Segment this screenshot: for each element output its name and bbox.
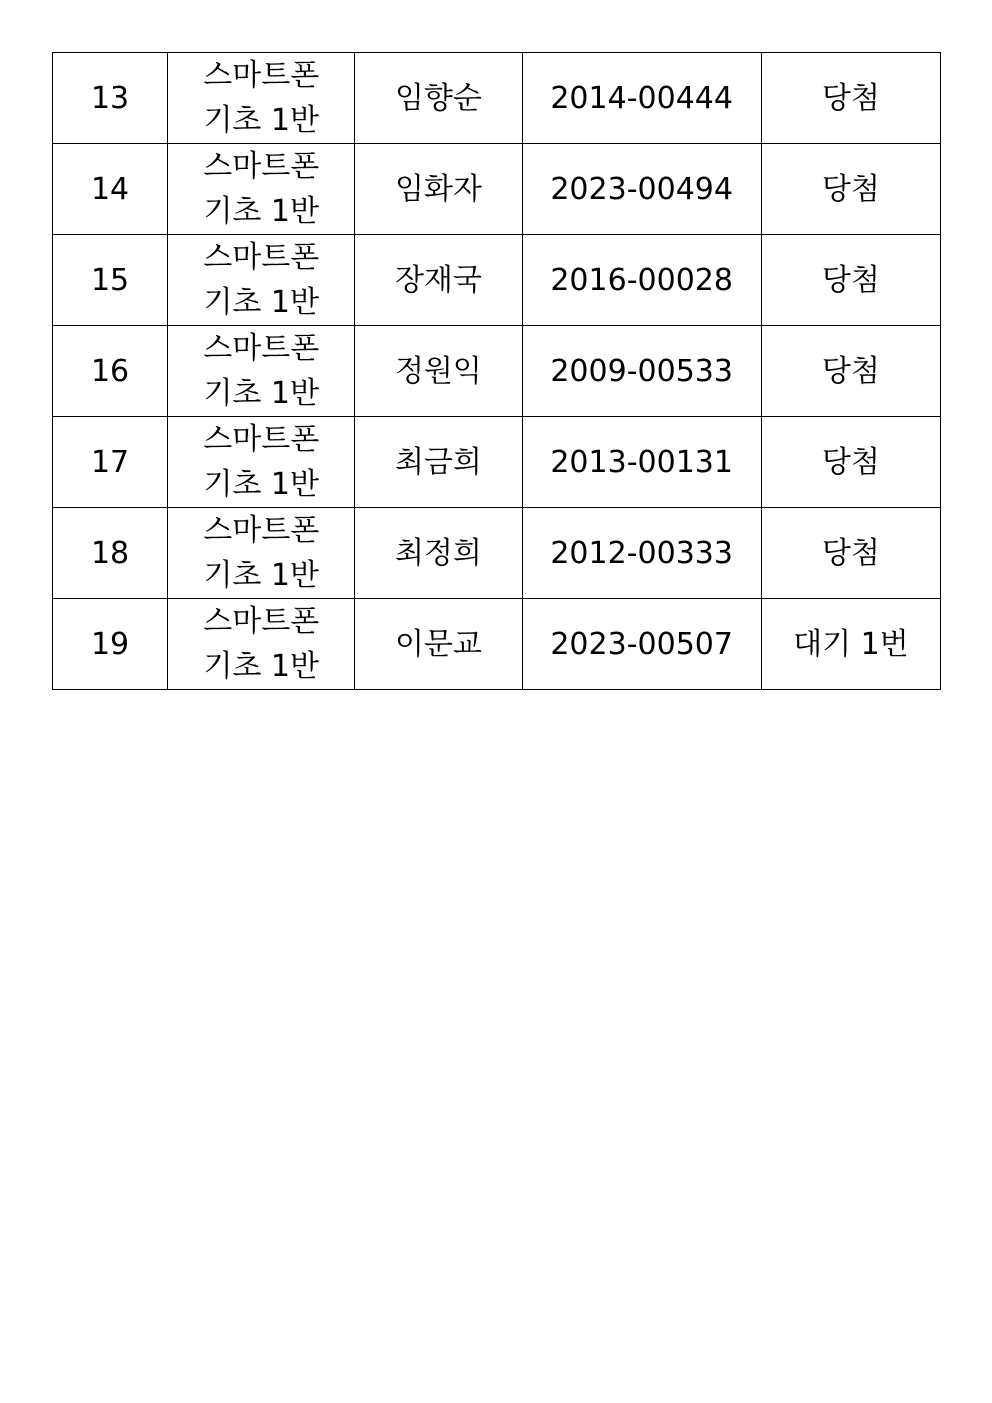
course-class-line: 기초 1반 (203, 194, 320, 229)
table-row (53, 417, 941, 508)
member-id-cell: 2009-00533 (522, 326, 761, 417)
course-class-line: 기초 1반 (203, 558, 320, 593)
row-number-cell: 19 (53, 599, 168, 690)
member-id-cell: 2012-00333 (522, 508, 761, 599)
result-cell: 당첨 (761, 53, 940, 144)
course-name-line: 스마트폰 (203, 422, 320, 457)
member-id-cell: 2023-00507 (522, 599, 761, 690)
course-cell (168, 599, 355, 690)
course-name-line: 스마트폰 (203, 331, 320, 366)
row-number-cell: 17 (53, 417, 168, 508)
member-id-cell: 2016-00028 (522, 235, 761, 326)
table-row (53, 508, 941, 599)
course-cell (168, 508, 355, 599)
result-cell: 당첨 (761, 417, 940, 508)
applicant-name-cell: 장재국 (355, 235, 522, 326)
course-class-line: 기초 1반 (203, 649, 320, 684)
course-class-line: 기초 1반 (203, 467, 320, 502)
applicant-name-cell: 최금희 (355, 417, 522, 508)
table-row (53, 235, 941, 326)
row-number-cell: 15 (53, 235, 168, 326)
course-cell (168, 417, 355, 508)
applicant-name-cell: 정원익 (355, 326, 522, 417)
course-class-line: 기초 1반 (203, 376, 320, 411)
applicant-name-cell: 임향순 (355, 53, 522, 144)
applicant-name-cell: 임화자 (355, 144, 522, 235)
course-name-line: 스마트폰 (203, 149, 320, 184)
result-cell: 당첨 (761, 144, 940, 235)
member-id-cell: 2013-00131 (522, 417, 761, 508)
applicant-name-cell: 최정희 (355, 508, 522, 599)
table-row (53, 326, 941, 417)
table-row (53, 53, 941, 144)
course-name-line: 스마트폰 (203, 58, 320, 93)
course-name-line: 스마트폰 (203, 604, 320, 639)
course-cell (168, 53, 355, 144)
row-number-cell: 16 (53, 326, 168, 417)
row-number-cell: 13 (53, 53, 168, 144)
course-name-line: 스마트폰 (203, 513, 320, 548)
course-name-line: 스마트폰 (203, 240, 320, 275)
course-cell (168, 326, 355, 417)
result-cell: 당첨 (761, 326, 940, 417)
course-class-line: 기초 1반 (203, 103, 320, 138)
table-row (53, 599, 941, 690)
course-cell (168, 144, 355, 235)
applicant-name-cell: 이문교 (355, 599, 522, 690)
result-cell: 당첨 (761, 508, 940, 599)
row-number-cell: 18 (53, 508, 168, 599)
course-class-line: 기초 1반 (203, 285, 320, 320)
lottery-result-table (52, 52, 941, 690)
member-id-cell: 2023-00494 (522, 144, 761, 235)
result-cell: 대기 1번 (761, 599, 940, 690)
result-cell: 당첨 (761, 235, 940, 326)
course-cell (168, 235, 355, 326)
table-row (53, 144, 941, 235)
member-id-cell: 2014-00444 (522, 53, 761, 144)
row-number-cell: 14 (53, 144, 168, 235)
